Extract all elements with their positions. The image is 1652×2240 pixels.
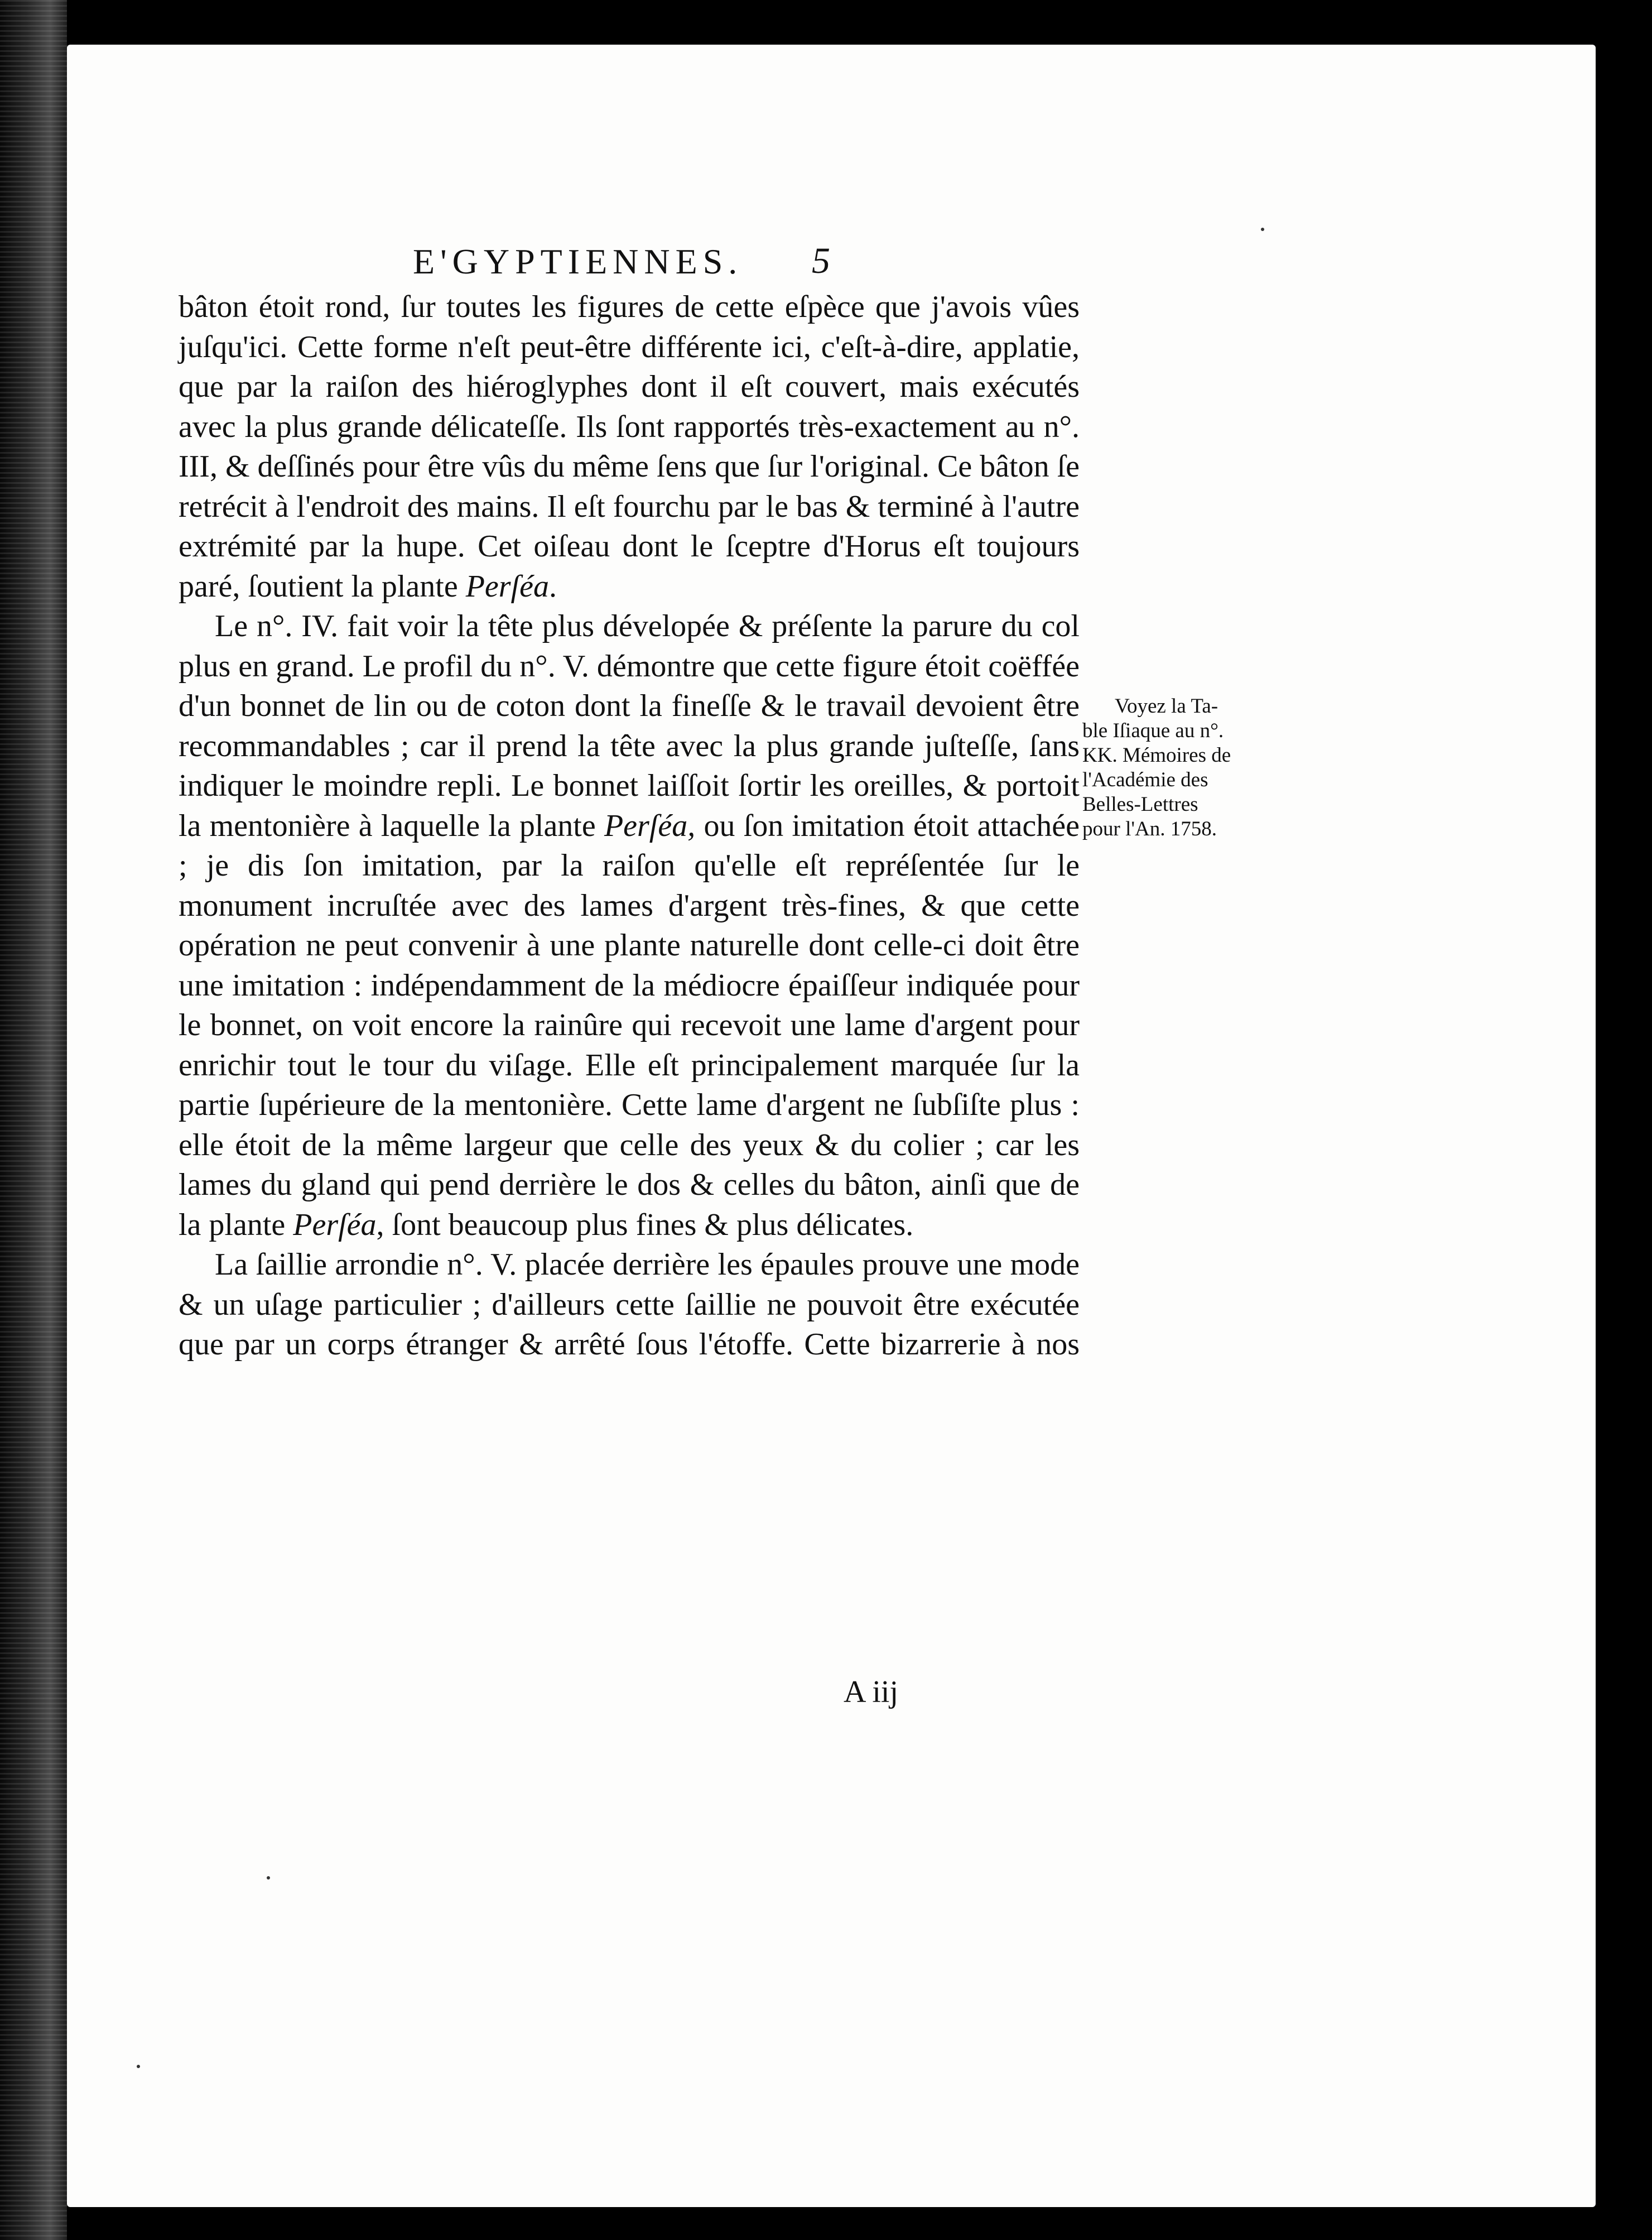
margin-note-line: Belles-Lettres: [1082, 793, 1198, 816]
margin-note-line: ble Iſiaque au n°.: [1082, 719, 1224, 742]
paragraph-2: [179, 607, 1080, 1245]
signature-mark: A iij: [844, 1675, 899, 1709]
italic-term-persea: Perſéa,: [604, 808, 696, 843]
paragraph-2-text-b: ou ſon imitation étoit attachée ; je dis ſon imitation, par la raiſon qu'elle eſt repréſentée ſur le monument incruſtée avec des lames d'argent très-fines, & que cette opération ne peut convenir à une plante naturelle dont celle-ci doit être une imitation : indépendamment de la médiocre épaiſſeur indiquée pour le bonnet, on voit encore la rainûre qui recevoit une lame d'argent pour enrichir tout le tour du viſage. Elle eſt principalement marquée ſur la partie ſupérieure de la mentonière. Cette lame d'argent ne ſubſiſte plus : elle étoit de la même largeur que celle des yeux & du colier ; car les lames du gland qui pend derrière le dos & celles du bâton, ainſi que de la plante: [179, 808, 1080, 1242]
speck-mark: [267, 1876, 270, 1880]
margin-note-line: l'Académie des: [1082, 768, 1208, 791]
margin-note-line: Voyez la Ta-: [1115, 695, 1218, 718]
margin-note-line: KK. Mémoires de: [1082, 744, 1231, 767]
paragraph-3: La ſaillie arrondie n°. V. placée derrière les épaules prouve une mode & un uſage particulier ; d'ailleurs cette ſaillie ne pouvoit être exécutée que par un corps étranger & arrêté ſous l'étoffe. Cette bizarrerie à nos: [179, 1247, 1080, 1362]
italic-term-persea: Perſéa: [293, 1207, 377, 1242]
speck-mark: [137, 2065, 140, 2068]
paragraph-1: [179, 287, 1080, 607]
italic-term-persea: Perſéa: [465, 569, 549, 604]
paragraph-2-text-a: Le n°. IV. fait voir la tête plus dévelopée & préſente la parure du col plus en grand. Le profil du n°. V. démontre que cette figure étoit coëffée d'un bonnet de lin ou de coton dont la fineſſe & le travail devoient être recommandables ; car il prend la tête avec la plus grande juſteſſe, ſans indiquer le moindre repli. Le bonnet laiſſoit ſortir les oreilles, & portoit la mentonière à laquelle la plante: [179, 609, 1080, 843]
page-number: 5: [812, 241, 830, 281]
scan-edge-shadow: [0, 0, 67, 2240]
main-text-block: [179, 287, 1080, 1365]
paragraph-2-text-c: , ſont beaucoup plus fines & plus délicates.: [376, 1207, 914, 1242]
running-title: E'GYPTIENNES.: [413, 242, 743, 281]
margin-note-line: pour l'An. 1758.: [1082, 818, 1217, 840]
margin-note: [1082, 694, 1283, 842]
speck-mark: [1261, 228, 1264, 231]
sentence-period: .: [548, 569, 557, 604]
paragraph-1-text: bâton étoit rond, ſur toutes les figures de cette eſpèce que j'avois vûes juſqu'ici. Cette forme n'eſt peut-être différente ici, c'eſt-à-dire, applatie, que par la raiſon des hiéroglyphes dont il eſt couvert, mais exécutés avec la plus grande délicateſſe. Ils ſont rapportés très-exactement au n°. III, & deſſinés pour être vûs du même ſens que ſur l'original. Ce bâton ſe retrécit à l'endroit des mains. Il eſt fourchu par le bas & terminé à l'autre extrémité par la hupe. Cet oiſeau dont le ſceptre d'Horus eſt toujours paré, ſoutient la plante: [179, 290, 1080, 604]
